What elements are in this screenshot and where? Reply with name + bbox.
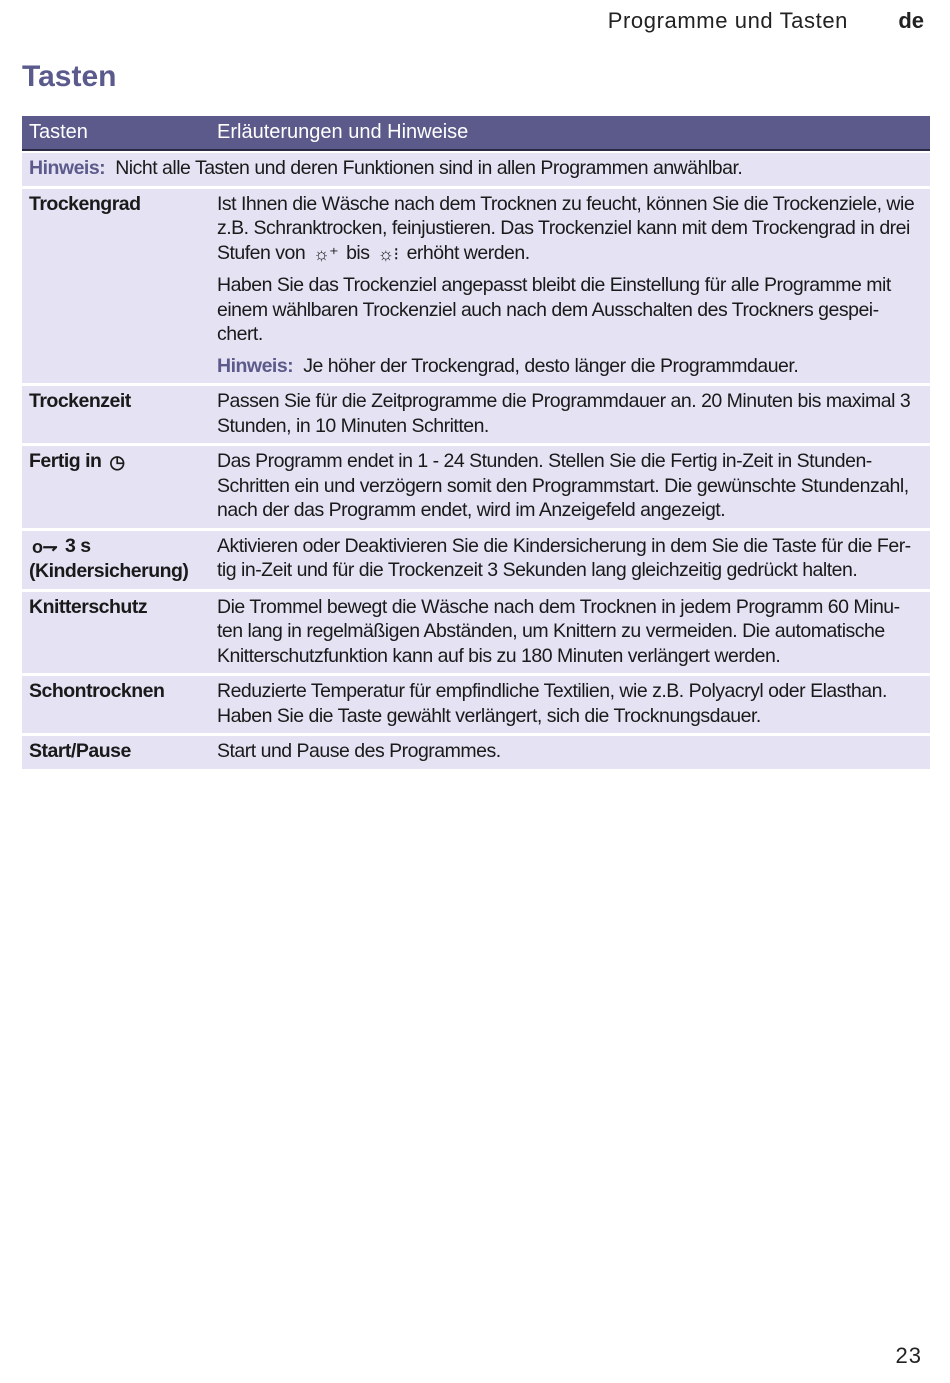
running-header: [0, 6, 950, 36]
note-label: Hinweis:: [217, 354, 294, 377]
language-code: de: [898, 8, 924, 33]
row-key: Schontrocknen: [29, 680, 165, 702]
header-key: Tasten: [29, 121, 88, 143]
row-key: [22, 534, 217, 584]
table-row: [22, 589, 930, 674]
buttons-table: [22, 116, 930, 769]
key-lock-icon: o⇁: [32, 536, 58, 557]
row-description: Aktivieren oder Deaktivieren Sie die Kindersicherung in dem Sie die Taste für die Fer- tig in-Zeit und für die Trockenzeit 3 Sekunden lang gleichzeitig gedrückt halten.: [217, 534, 911, 581]
row-description: Die Trommel bewegt die Wäsche nach dem Trocknen in jedem Programm 60 Minu- ten lang in regelmäßigen Abständen, um Knittern zu vermeiden. Die automatische Knitterschutzfunktion kann auf bis zu 180 Minuten verlängert werden.: [217, 595, 900, 667]
row-description: [217, 192, 930, 379]
note-text: Je höher der Trockengrad, desto länger die Programmdauer.: [303, 354, 799, 377]
dryness-low-icon: ☼⁺: [313, 243, 339, 264]
dryness-high-icon: ☼⁝: [377, 243, 399, 264]
row-key-sublabel: (Kindersicherung): [29, 560, 189, 582]
row-key: Knitterschutz: [29, 595, 148, 618]
row-description: Start und Pause des Programmes.: [217, 740, 501, 762]
row-description: Reduzierte Temperatur für empfindliche Textilien, wie z.B. Polyacryl oder Elasthan. Haben Sie die Taste gewählt verlängert, sich die Trocknungsdauer.: [217, 680, 887, 727]
table-row: [22, 733, 930, 769]
note-text: Nicht alle Tasten und deren Funktionen sind in allen Programmen anwählbar.: [115, 157, 743, 179]
table-row: [22, 443, 930, 528]
general-note: [22, 151, 930, 186]
table-row: [22, 383, 930, 443]
description-paragraph: [217, 192, 922, 267]
text-segment: bis: [346, 241, 370, 264]
row-key-label: 3 s: [65, 534, 91, 557]
table-row: [22, 186, 930, 384]
row-key-label: Fertig in: [29, 450, 102, 472]
row-key: Start/Pause: [29, 740, 131, 762]
row-description: Passen Sie für die Zeitprogramme die Programmdauer an. 20 Minuten bis maximal 3 Stunden, in 10 Minuten Schritten.: [217, 390, 911, 437]
row-note: [217, 354, 922, 379]
table-row: [22, 673, 930, 733]
text-segment: Ist Ihnen die Wäsche nach dem Trocknen zu feucht, können Sie die Trockenziele, wie z.B. Schranktrocken, feinjustieren. Das Trockenziel kann mit dem Trockengrad in drei Stufen von: [217, 192, 915, 264]
running-title: Programme und Tasten: [607, 8, 848, 33]
table-row: [22, 528, 930, 589]
page-number: 23: [895, 1343, 922, 1368]
table-header: [22, 116, 930, 151]
row-description: Das Programm endet in 1 - 24 Stunden. Stellen Sie die Fertig in-Zeit in Stunden- Schritten ein und verzögern somit den Programmstart. Die gewünschte Stundenzahl, nach der das Programm endet, wird im Anzeigefeld angezeigt.: [217, 450, 909, 521]
clock-icon: ◷: [109, 452, 125, 472]
header-description: Erläuterungen und Hinweise: [217, 121, 469, 143]
section-title: Tasten: [22, 60, 117, 93]
row-key: [22, 449, 217, 523]
row-key: Trockengrad: [29, 192, 141, 215]
row-key: Trockenzeit: [29, 390, 131, 412]
text-segment: erhöht werden.: [406, 241, 530, 264]
note-label: Hinweis:: [29, 157, 106, 179]
description-paragraph: Haben Sie das Trockenziel angepasst bleibt die Einstellung für alle Programme mit einem wählbaren Trockenziel auch nach dem Ausschalten des Trockners gespei- chert.: [217, 274, 891, 345]
